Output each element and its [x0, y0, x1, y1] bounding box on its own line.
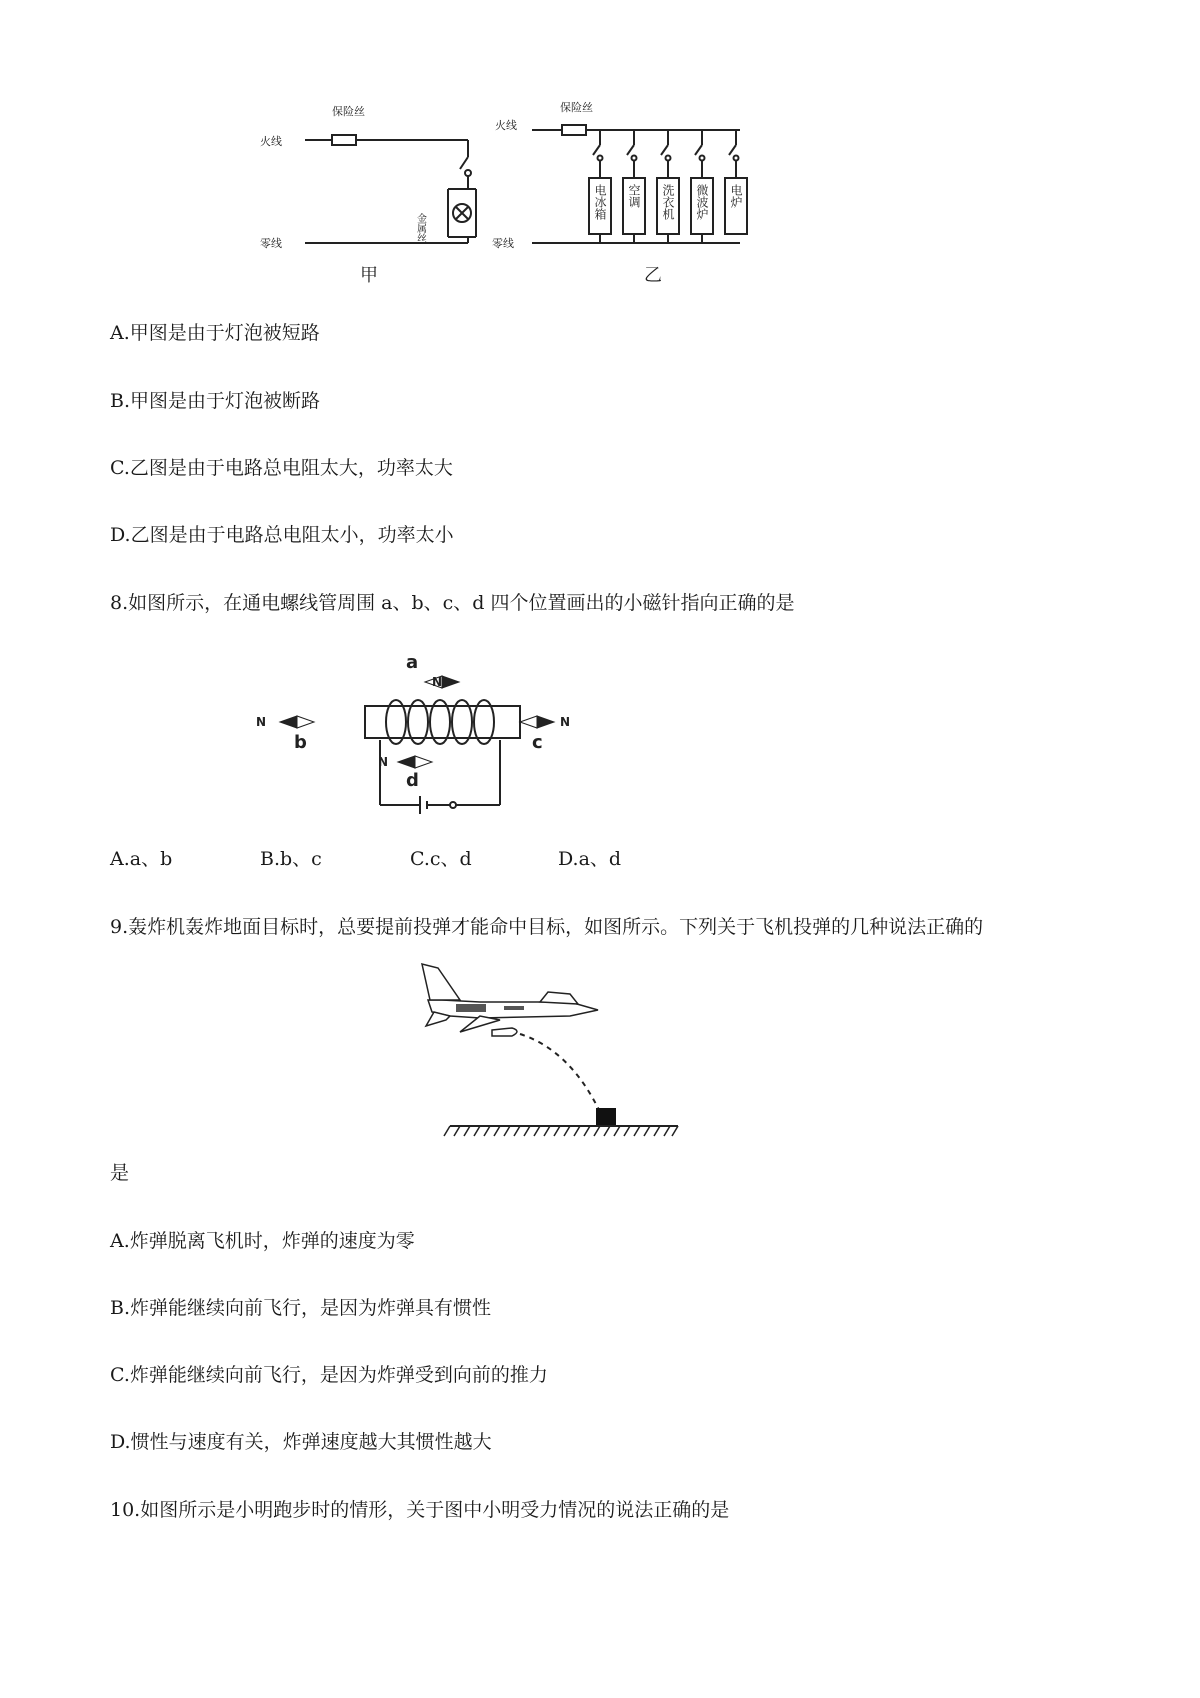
- q10-stem: 10.如图所示是小明跑步时的情形，关于图中小明受力情况的说法正确的是: [110, 1499, 730, 1521]
- q8-option-b: B.b、c: [260, 848, 322, 870]
- solenoid-figure: [256, 650, 640, 820]
- appliance-label-stove: 电炉: [729, 184, 743, 208]
- yi-live-label: 火线: [495, 119, 517, 132]
- jia-neutral-label: 零线: [260, 237, 282, 250]
- q7-option-c: C.乙图是由于电路总电阻太大，功率太大: [110, 457, 453, 479]
- label-d-n: N: [378, 755, 389, 769]
- q9-option-d: D.惯性与速度有关，炸弹速度越大其惯性越大: [110, 1431, 492, 1453]
- needle-b: [280, 716, 314, 728]
- appliance-label-fridge: 电冰箱: [593, 184, 607, 220]
- q9-option-a: A.炸弹脱离飞机时，炸弹的速度为零: [110, 1230, 415, 1252]
- q8-option-a: A.a、b: [110, 848, 173, 870]
- q8-option-d: D.a、d: [558, 848, 622, 870]
- q9-option-b: B.炸弹能继续向前飞行，是因为炸弹具有惯性: [110, 1297, 492, 1319]
- q8-stem: 8.如图所示，在通电螺线管周围 a、b、c、d 四个位置画出的小磁针指向正确的是: [110, 592, 795, 614]
- appliance-label-washer: 洗衣机: [661, 184, 675, 220]
- label-b-n: N: [256, 715, 267, 729]
- q9-stem: 9.轰炸机轰炸地面目标时，总要提前投弹才能命中目标，如图所示。下列关于飞机投弹的几种说法正确的: [110, 916, 984, 938]
- jia-fuse-label: 保险丝: [332, 105, 365, 118]
- q9-option-c: C.炸弹能继续向前飞行，是因为炸弹受到向前的推力: [110, 1364, 548, 1386]
- label-c-n: N: [560, 715, 571, 729]
- jia-live-label: 火线: [260, 135, 282, 148]
- bomber-figure: [420, 960, 690, 1138]
- q8-option-c: C.c、d: [410, 848, 472, 870]
- label-b: b: [294, 732, 307, 753]
- appliance-label-ac: 空调: [627, 184, 641, 208]
- circuit-figure: [260, 95, 820, 305]
- label-a: a: [406, 652, 419, 673]
- yi-caption: 乙: [644, 265, 662, 286]
- needle-d: [398, 756, 432, 768]
- jia-wire-label: 金属丝: [414, 213, 426, 243]
- yi-fuse-label: 保险丝: [560, 101, 593, 114]
- label-c: c: [532, 732, 543, 753]
- q9-stem-cont: 是: [110, 1162, 130, 1184]
- label-a-n: N: [432, 675, 443, 689]
- q7-option-b: B.甲图是由于灯泡被断路: [110, 390, 321, 412]
- label-d: d: [406, 770, 419, 791]
- jia-caption: 甲: [360, 265, 378, 286]
- needle-c: [520, 716, 554, 728]
- q7-option-a: A.甲图是由于灯泡被短路: [110, 322, 320, 344]
- q7-option-d: D.乙图是由于电路总电阻太小，功率太小: [110, 524, 454, 546]
- yi-neutral-label: 零线: [492, 237, 514, 250]
- appliance-label-microwave: 微波炉: [695, 184, 709, 220]
